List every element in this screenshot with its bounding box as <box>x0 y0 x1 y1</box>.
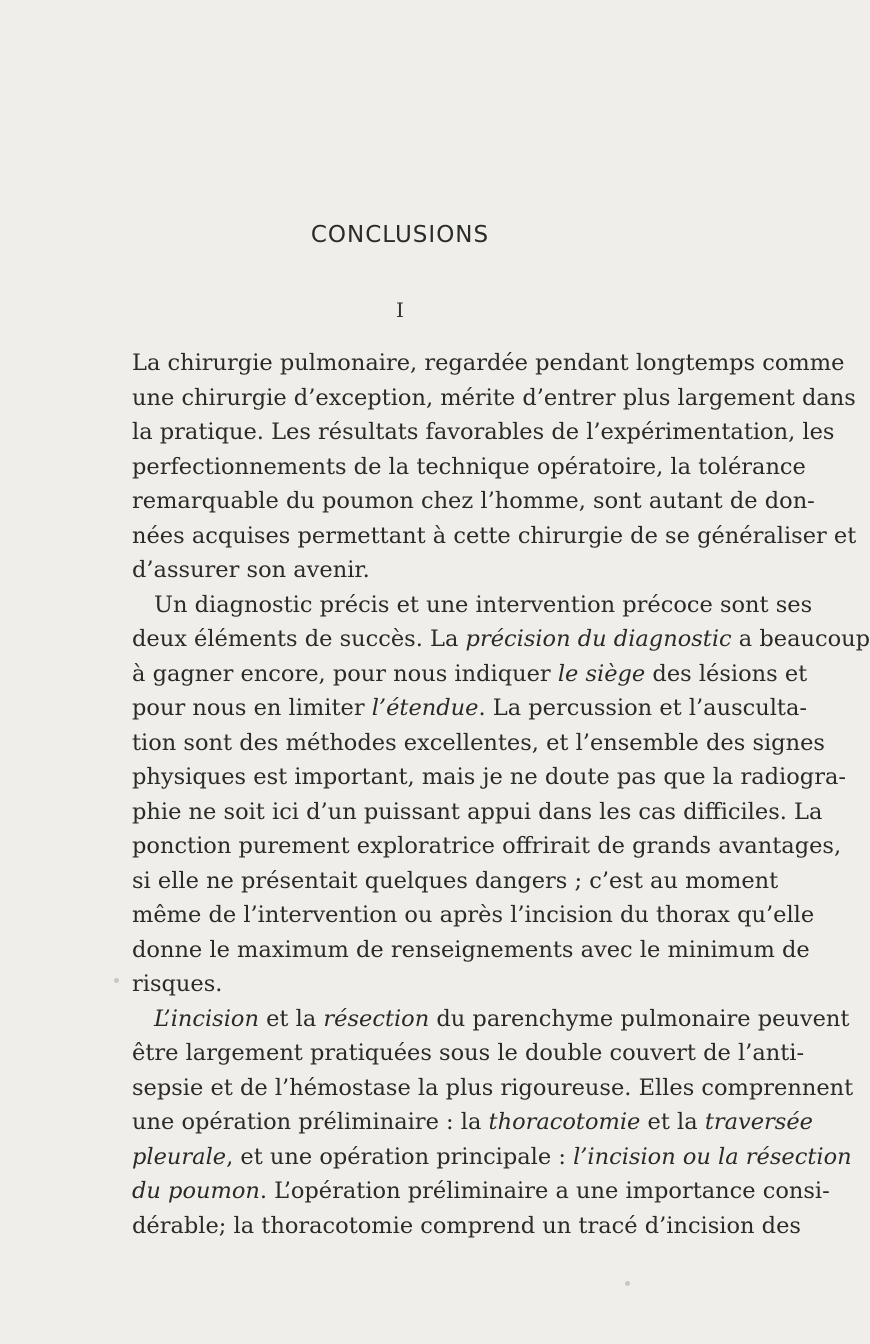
text-line <box>132 795 823 830</box>
section-number: I <box>396 298 404 322</box>
text-line <box>132 864 779 899</box>
text-line <box>132 588 813 623</box>
text-segment: une opération préliminaire : la <box>132 1109 489 1135</box>
italic-text: résection <box>323 1005 430 1032</box>
text-segment: physiques est important, mais je ne doute pas que la radiogra- <box>132 764 846 790</box>
text-line <box>132 760 846 795</box>
text-segment: même de l’intervention ou après l’incision du thorax qu’elle <box>132 902 815 928</box>
text-line <box>132 691 807 726</box>
text-line <box>132 1105 813 1140</box>
text-segment: la pratique. Les résultats favorables de l’expérimentation, les <box>132 419 835 445</box>
text-line <box>132 519 857 554</box>
text-segment: Un diagnostic précis et une intervention précoce sont ses <box>154 591 813 618</box>
text-segment: La chirurgie pulmonaire, regardée pendant longtemps comme <box>132 350 845 376</box>
text-line <box>132 346 845 381</box>
body-text <box>132 346 870 1243</box>
text-segment: une chirurgie d’exception, mérite d’entrer plus largement dans <box>132 384 856 411</box>
text-segment: phie ne soit ici d’un puissant appui dans les cas difficiles. La <box>132 798 823 825</box>
text-line <box>132 553 680 588</box>
text-segment: . L’opération préliminaire a une importance consi- <box>259 1178 830 1204</box>
text-line <box>132 1140 852 1175</box>
text-segment: des lésions et <box>645 660 808 687</box>
italic-text: pleurale <box>132 1143 227 1170</box>
page-speck <box>625 1281 630 1286</box>
text-segment: être largement pratiquées sous le double couvert de l’anti- <box>132 1040 805 1066</box>
text-segment: , et une opération principale : <box>226 1143 574 1170</box>
text-segment: a beaucoup <box>731 626 870 652</box>
text-segment: d’assurer son avenir. <box>132 557 370 583</box>
text-line <box>132 381 856 416</box>
chapter-heading: CONCLUSIONS <box>310 222 490 248</box>
italic-text: L’incision <box>154 1005 259 1032</box>
text-line <box>132 1036 805 1071</box>
text-line <box>132 933 810 968</box>
text-line <box>132 1071 854 1106</box>
text-segment: risques. <box>132 971 223 997</box>
text-line <box>132 657 808 692</box>
text-line <box>132 1002 850 1037</box>
italic-text: du poumon <box>132 1178 260 1204</box>
text-segment: et la <box>640 1109 705 1135</box>
italic-text: le siège <box>557 660 646 687</box>
italic-text: l’étendue <box>371 695 479 721</box>
text-line <box>132 967 680 1002</box>
text-line <box>132 1209 801 1244</box>
text-segment: nées acquises permettant à cette chirurgie de se généraliser et <box>132 522 857 549</box>
margin-mark <box>114 978 119 983</box>
text-segment: du parenchyme pulmonaire peuvent <box>429 1005 850 1032</box>
text-segment: tion sont des méthodes excellentes, et l’ensemble des signes <box>132 729 825 756</box>
italic-text: thoracotomie <box>488 1109 641 1135</box>
text-line <box>132 1174 830 1209</box>
text-segment: à gagner encore, pour nous indiquer <box>132 660 558 687</box>
text-line <box>132 829 842 864</box>
text-segment: remarquable du poumon chez l’homme, sont autant de don- <box>132 488 815 514</box>
text-segment: . La percussion et l’ausculta- <box>478 695 807 721</box>
text-segment: perfectionnements de la technique opératoire, la tolérance <box>132 453 806 480</box>
italic-text: traversée <box>704 1109 813 1135</box>
text-line <box>132 726 825 761</box>
italic-text: l’incision ou la résection <box>573 1143 852 1170</box>
text-segment: deux éléments de succès. La <box>132 626 466 652</box>
text-line <box>132 450 806 485</box>
text-segment: donne le maximum de renseignements avec le minimum de <box>132 936 810 963</box>
text-segment: pour nous en limiter <box>132 695 372 721</box>
text-segment: si elle ne présentait quelques dangers ; c’est au moment <box>132 867 779 894</box>
text-segment: ponction purement exploratrice offrirait de grands avantages, <box>132 833 842 859</box>
text-line <box>132 622 870 657</box>
text-segment: et la <box>258 1005 324 1032</box>
text-line <box>132 415 835 450</box>
text-line <box>132 898 815 933</box>
text-segment: sepsie et de l’hémostase la plus rigoureuse. Elles comprennent <box>132 1074 854 1101</box>
text-line <box>132 484 815 519</box>
text-segment: dérable; la thoracotomie comprend un tracé d’incision des <box>132 1212 801 1239</box>
italic-text: précision du diagnostic <box>465 626 732 652</box>
